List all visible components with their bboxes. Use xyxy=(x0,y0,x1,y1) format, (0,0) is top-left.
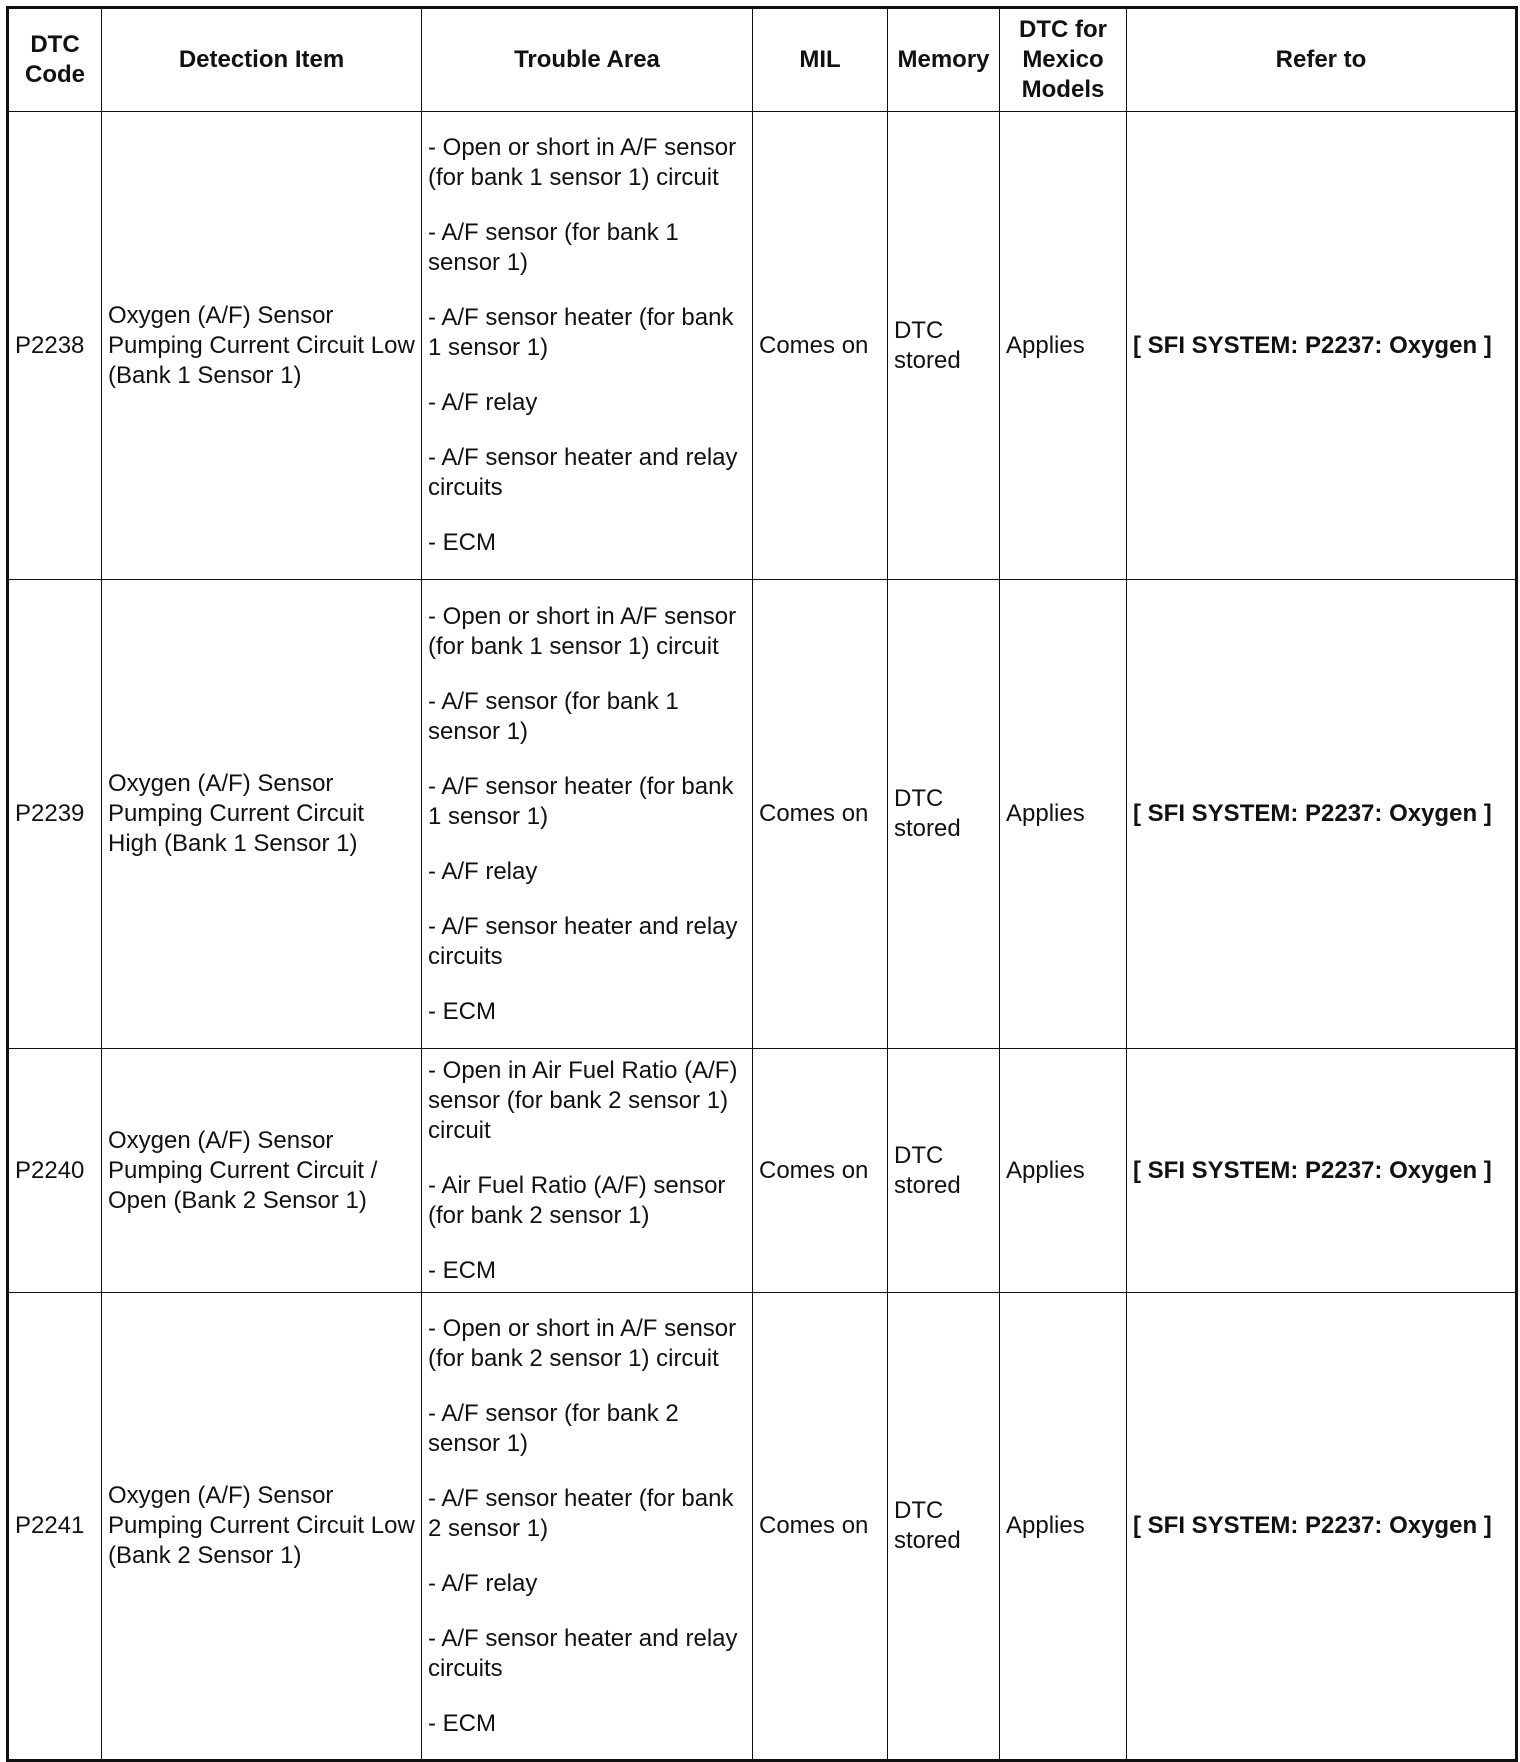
mil-cell: Comes on xyxy=(753,580,888,1049)
trouble-area-item: - A/F sensor heater (for bank 1 sensor 1) xyxy=(428,772,734,830)
dtc-code-cell: P2241 xyxy=(8,1293,102,1761)
trouble-area-item: - ECM xyxy=(428,997,496,1025)
memory-cell: DTC stored xyxy=(888,1293,1000,1761)
refer-to-link[interactable]: [ SFI SYSTEM: P2237: Oxygen ] xyxy=(1127,1293,1517,1761)
memory-cell: DTC stored xyxy=(888,112,1000,580)
mil-cell: Comes on xyxy=(753,112,888,580)
trouble-area-item: - A/F sensor (for bank 1 sensor 1) xyxy=(428,687,679,745)
trouble-area-item: - A/F relay xyxy=(428,389,538,416)
table-header-row xyxy=(8,8,1517,112)
trouble-area-item: - ECM xyxy=(428,1256,496,1284)
trouble-area-item: - ECM xyxy=(428,529,496,556)
trouble-area-item: - A/F sensor heater (for bank 1 sensor 1) xyxy=(428,304,734,361)
mexico-models-cell: Applies xyxy=(1000,1293,1127,1761)
trouble-area-item: - Air Fuel Ratio (A/F) sensor (for bank 2 sensor 1) xyxy=(428,1171,726,1229)
trouble-area-item: - Open or short in A/F sensor (for bank 2 sensor 1) circuit xyxy=(428,1314,737,1372)
header-refer-to: Refer to xyxy=(1127,8,1517,112)
mil-cell: Comes on xyxy=(753,1049,888,1293)
refer-to-link[interactable]: [ SFI SYSTEM: P2237: Oxygen ] xyxy=(1127,1049,1517,1293)
trouble-area-item: - A/F sensor heater and relay circuits xyxy=(428,1624,738,1682)
mexico-models-cell: Applies xyxy=(1000,112,1127,580)
table-row xyxy=(8,1293,1517,1761)
trouble-area-item: - A/F sensor heater (for bank 2 sensor 1) xyxy=(428,1484,734,1542)
trouble-area-cell xyxy=(422,1049,753,1293)
trouble-area-item: - Open or short in A/F sensor (for bank 1 sensor 1) circuit xyxy=(428,602,737,660)
header-trouble-area: Trouble Area xyxy=(422,8,753,112)
header-mil: MIL xyxy=(753,8,888,112)
refer-to-link[interactable]: [ SFI SYSTEM: P2237: Oxygen ] xyxy=(1127,112,1517,580)
detection-item-cell: Oxygen (A/F) Sensor Pumping Current Circuit High (Bank 1 Sensor 1) xyxy=(102,580,422,1049)
trouble-area-item: - A/F sensor heater and relay circuits xyxy=(428,444,738,501)
table-row xyxy=(8,580,1517,1049)
detection-item-cell: Oxygen (A/F) Sensor Pumping Current Circuit / Open (Bank 2 Sensor 1) xyxy=(102,1049,422,1293)
header-detection-item: Detection Item xyxy=(102,8,422,112)
mil-cell: Comes on xyxy=(753,1293,888,1761)
trouble-area-cell xyxy=(422,112,753,580)
table-row xyxy=(8,1049,1517,1293)
trouble-area-item: - A/F sensor heater and relay circuits xyxy=(428,912,738,970)
dtc-table xyxy=(6,6,1518,1762)
trouble-area-item: - ECM xyxy=(428,1709,496,1737)
trouble-area-item: - Open or short in A/F sensor (for bank 1 sensor 1) circuit xyxy=(428,134,737,191)
dtc-code-cell: P2239 xyxy=(8,580,102,1049)
trouble-area-cell xyxy=(422,1293,753,1761)
mexico-models-cell: Applies xyxy=(1000,580,1127,1049)
table-row xyxy=(8,112,1517,580)
detection-item-cell: Oxygen (A/F) Sensor Pumping Current Circuit Low (Bank 2 Sensor 1) xyxy=(102,1293,422,1761)
trouble-area-cell xyxy=(422,580,753,1049)
header-memory: Memory xyxy=(888,8,1000,112)
header-dtc-code: DTC Code xyxy=(8,8,102,112)
trouble-area-item: - A/F relay xyxy=(428,1569,538,1597)
trouble-area-item: - A/F sensor (for bank 2 sensor 1) xyxy=(428,1399,679,1457)
dtc-code-cell: P2240 xyxy=(8,1049,102,1293)
mexico-models-cell: Applies xyxy=(1000,1049,1127,1293)
dtc-code-cell: P2238 xyxy=(8,112,102,580)
memory-cell: DTC stored xyxy=(888,580,1000,1049)
memory-cell: DTC stored xyxy=(888,1049,1000,1293)
detection-item-cell: Oxygen (A/F) Sensor Pumping Current Circuit Low (Bank 1 Sensor 1) xyxy=(102,112,422,580)
header-mexico-models: DTC for Mexico Models xyxy=(1000,8,1127,112)
trouble-area-item: - Open in Air Fuel Ratio (A/F) sensor (for bank 2 sensor 1) circuit xyxy=(428,1056,738,1144)
trouble-area-item: - A/F sensor (for bank 1 sensor 1) xyxy=(428,219,679,276)
refer-to-link[interactable]: [ SFI SYSTEM: P2237: Oxygen ] xyxy=(1127,580,1517,1049)
trouble-area-item: - A/F relay xyxy=(428,857,538,885)
